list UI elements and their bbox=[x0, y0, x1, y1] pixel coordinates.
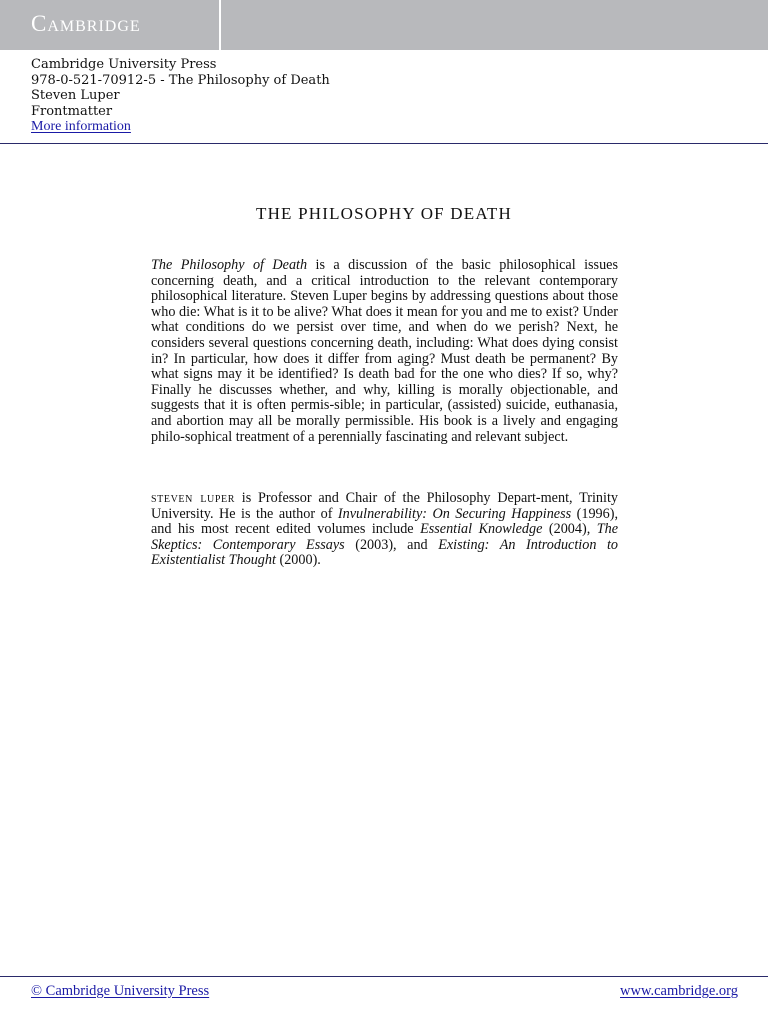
bio-work-4: Existing: An Introduction to Existentialist Thought bbox=[151, 536, 618, 569]
publisher-line: Cambridge University Press bbox=[31, 57, 217, 72]
bio-text-4: (2003), and bbox=[344, 536, 439, 553]
cambridge-logo: Cambridge bbox=[31, 11, 141, 36]
book-description bbox=[151, 258, 618, 445]
document-metadata bbox=[31, 57, 330, 135]
bio-text-5: (2000). bbox=[275, 552, 321, 569]
author-bio bbox=[151, 491, 618, 569]
bio-work-3: The Skeptics: Contemporary Essays bbox=[151, 521, 618, 553]
page-title: THE PHILOSOPHY OF DEATH bbox=[255, 204, 512, 223]
bio-work-1: Invulnerability: On Securing Happiness bbox=[337, 505, 572, 522]
author-name: steven luper bbox=[151, 490, 235, 506]
bio-text-1: is Professor and Chair of the Philosophy Depart-ment, Trinity University. He is the author of bbox=[151, 490, 618, 522]
footer-divider bbox=[0, 976, 768, 977]
bio-text-3: (2004), bbox=[542, 521, 597, 538]
logo-cell bbox=[0, 0, 221, 50]
more-information-link[interactable]: More information bbox=[31, 119, 131, 134]
description-text: is a discussion of the basic philosophical issues concerning death, and a critical introduction to the relevant contemporary philosophical literature. Steven Luper begins by addressing questions about those who die: What is it to be alive? What does it mean for you and me to exist? Under what conditions do we persist over time, and when do we perish? Next, he considers several questions concerning death, including: What does dying consist in? In particular, how does it differ from aging? Must death be permanent? By what signs may it be identified? Is death bad for the one who dies? If so, why? Finally he discusses whether, and why, killing is morally objectionable, and suggests that it is often permis-sible; in particular, (assisted) suicide, euthanasia, and abortion may all be morally permissible. His book is a lively and engaging philo-sophical treatment of a perennially fascinating and relevant subject. bbox=[151, 257, 618, 445]
isbn-title-line: 978-0-521-70912-5 - The Philosophy of Death bbox=[31, 72, 330, 88]
top-banner bbox=[0, 0, 768, 50]
copyright-link[interactable]: © Cambridge University Press bbox=[31, 983, 210, 999]
author-line: Steven Luper bbox=[31, 88, 120, 103]
section-line: Frontmatter bbox=[31, 103, 113, 119]
bio-work-2: Essential Knowledge bbox=[420, 521, 543, 538]
header-divider bbox=[0, 143, 768, 144]
book-title-italic: The Philosophy of Death bbox=[151, 257, 308, 273]
bio-text-2: (1996), and his most recent edited volumes include bbox=[151, 505, 619, 538]
website-link[interactable]: www.cambridge.org bbox=[620, 983, 738, 999]
